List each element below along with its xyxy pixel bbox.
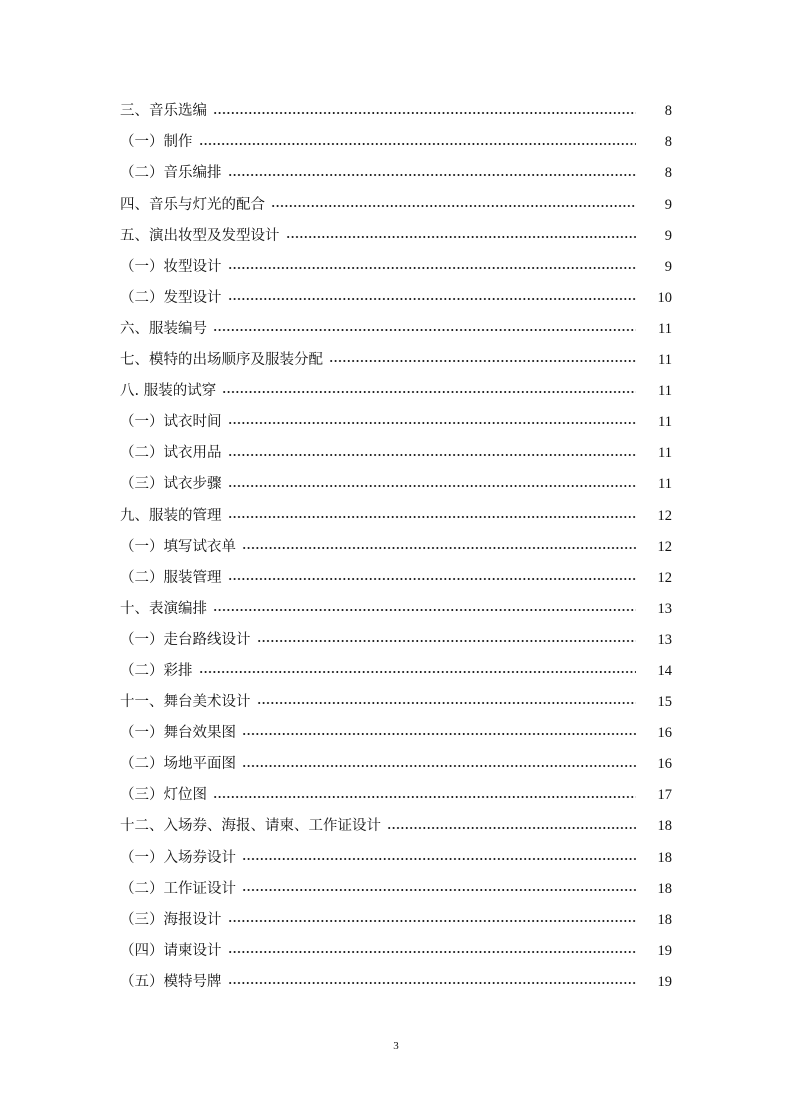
toc-entry-page: 9 [664,196,672,213]
toc-dot-leader [228,267,637,269]
toc-entry[interactable] [120,562,672,593]
toc-entry[interactable] [120,904,672,935]
toc-dot-leader [242,765,636,767]
toc-entry-label: 五、演出妆型及发型设计 [120,227,280,244]
toc-dot-leader [228,298,637,300]
toc-dot-leader [242,733,636,735]
toc-dot-leader [222,391,636,393]
toc-entry-label: （三）海报设计 [120,911,222,928]
toc-entry[interactable] [120,158,672,189]
toc-entry[interactable] [120,345,672,376]
toc-entry-label: （一）制作 [120,134,193,151]
toc-entry[interactable] [120,718,672,749]
toc-entry-page: 18 [657,911,672,928]
toc-entry-page: 17 [657,787,672,804]
toc-entry-page: 19 [657,942,672,959]
toc-dot-leader [228,174,637,176]
toc-entry[interactable] [120,749,672,780]
toc-entry[interactable] [120,842,672,873]
toc-entry-label: （一）试衣时间 [120,414,222,431]
toc-dot-leader [242,858,636,860]
toc-entry-label: 十、表演编排 [120,600,207,617]
toc-entry[interactable] [120,687,672,718]
toc-entry[interactable] [120,500,672,531]
toc-entry[interactable] [120,656,672,687]
toc-dot-leader [228,982,637,984]
toc-entry[interactable] [120,127,672,158]
toc-entry[interactable] [120,283,672,314]
toc-entry[interactable] [120,936,672,967]
toc-dot-leader [257,640,637,642]
toc-entry-page: 11 [658,445,672,462]
toc-dot-leader [199,671,637,673]
toc-dot-leader [387,827,636,829]
toc-entry-page: 11 [658,476,672,493]
toc-dot-leader [228,485,637,487]
toc-entry-page: 8 [664,103,672,120]
toc-dot-leader [257,702,637,704]
toc-entry-label: （一）妆型设计 [120,258,222,275]
toc-entry-label: （二）彩排 [120,662,193,679]
toc-dot-leader [228,920,637,922]
toc-entry-page: 8 [664,165,672,182]
toc-entry-page: 18 [657,880,672,897]
toc-entry-label: 十一、舞台美术设计 [120,694,251,711]
toc-entry-label: （五）模特号牌 [120,973,222,990]
toc-entry-label: 八. 服装的试穿 [120,383,217,400]
toc-entry-page: 11 [658,414,672,431]
toc-entry-page: 15 [657,694,672,711]
toc-entry-label: （二）工作证设计 [120,880,236,897]
toc-entry-label: 四、音乐与灯光的配合 [120,196,265,213]
toc-entry-page: 14 [657,662,672,679]
toc-entry-label: （二）场地平面图 [120,756,236,773]
toc-entry-page: 11 [658,352,672,369]
toc-entry[interactable] [120,314,672,345]
toc-entry-page: 18 [657,849,672,866]
toc-entry[interactable] [120,873,672,904]
toc-entry-label: 六、服装编号 [120,320,207,337]
toc-entry[interactable] [120,96,672,127]
toc-entry[interactable] [120,531,672,562]
toc-entry-page: 12 [657,507,672,524]
toc-entry-page: 13 [657,600,672,617]
toc-entry-page: 18 [657,818,672,835]
toc-dot-leader [199,143,637,145]
toc-entry[interactable] [120,780,672,811]
toc-entry-page: 10 [657,289,672,306]
toc-dot-leader [228,454,637,456]
toc-dot-leader [286,236,637,238]
toc-entry[interactable] [120,625,672,656]
toc-entry-page: 11 [658,320,672,337]
toc-entry[interactable] [120,189,672,220]
toc-entry[interactable] [120,594,672,625]
toc-entry[interactable] [120,251,672,282]
toc-entry-page: 9 [664,258,672,275]
toc-entry-page: 12 [657,569,672,586]
toc-entry-label: （二）音乐编排 [120,165,222,182]
toc-entry-label: 三、音乐选编 [120,103,207,120]
toc-entry-label: （一）填写试衣单 [120,538,236,555]
toc-dot-leader [242,889,636,891]
toc-entry[interactable] [120,220,672,251]
toc-entry-page: 19 [657,973,672,990]
toc-entry-label: （一）走台路线设计 [120,631,251,648]
toc-entry-label: （二）服装管理 [120,569,222,586]
table-of-contents [120,96,672,998]
toc-entry[interactable] [120,438,672,469]
toc-entry-label: 九、服装的管理 [120,507,222,524]
toc-dot-leader [329,360,636,362]
toc-dot-leader [271,205,636,207]
toc-entry-page: 9 [664,227,672,244]
toc-dot-leader [228,422,637,424]
toc-entry[interactable] [120,469,672,500]
toc-entry-label: （一）入场券设计 [120,849,236,866]
toc-entry[interactable] [120,967,672,998]
toc-entry-label: （一）舞台效果图 [120,725,236,742]
toc-entry[interactable] [120,407,672,438]
toc-dot-leader [213,796,636,798]
toc-entry[interactable] [120,376,672,407]
toc-entry-label: （四）请柬设计 [120,942,222,959]
toc-dot-leader [242,547,636,549]
page-number: 3 [393,1040,399,1052]
toc-entry-label: （三）试衣步骤 [120,476,222,493]
toc-dot-leader [228,516,637,518]
toc-dot-leader [228,951,637,953]
toc-entry-page: 8 [664,134,672,151]
toc-entry-label: （二）试衣用品 [120,445,222,462]
toc-entry-label: 十二、入场券、海报、请柬、工作证设计 [120,818,381,835]
toc-dot-leader [213,609,636,611]
toc-entry[interactable] [120,811,672,842]
toc-dot-leader [213,329,636,331]
toc-entry-page: 13 [657,631,672,648]
toc-dot-leader [213,112,636,114]
toc-entry-label: （二）发型设计 [120,289,222,306]
toc-entry-page: 12 [657,538,672,555]
toc-entry-label: （三）灯位图 [120,787,207,804]
toc-entry-label: 七、模特的出场顺序及服装分配 [120,352,323,369]
toc-dot-leader [228,578,637,580]
toc-entry-page: 16 [657,756,672,773]
toc-entry-page: 16 [657,725,672,742]
toc-entry-page: 11 [658,383,672,400]
